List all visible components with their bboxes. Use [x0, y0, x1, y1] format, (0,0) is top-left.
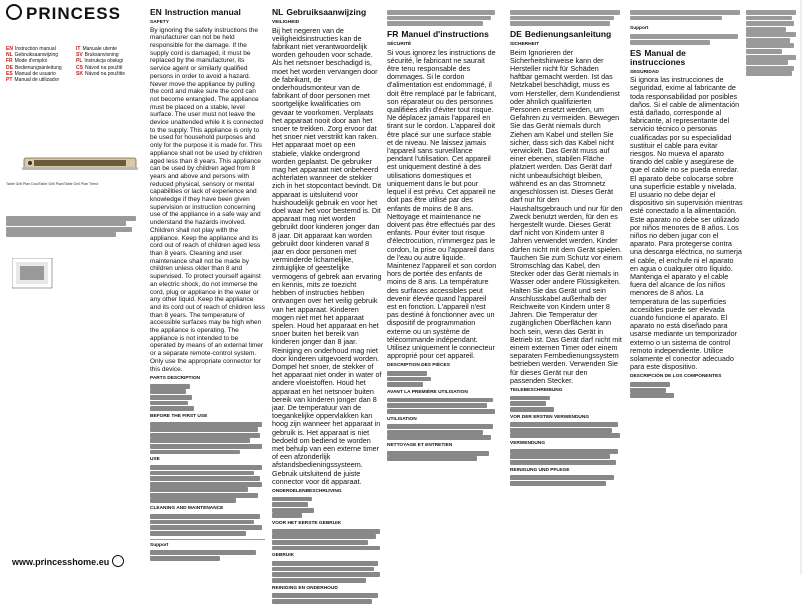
table-grill-illustration	[20, 150, 140, 174]
de-safety-text: Beim Ignorieren der Sicherheitshinweise kann der Hersteller nicht für Schäden haftbar gemacht werden. Ist das Netzkabel beschädigt, muss es vom Hersteller, dem Kundendienst oder ähnlich qualifizierten Personen ersetzt werden, um Gefahren zu vermeiden. Bewegen Sie das Gerät niemals durch Ziehen am Kabel und stellen Sie sicher, dass sich das Kabel nicht verwickelt. Das Gerät muss auf einer ebenen, stabilen Fläche platziert werden. Das Gerät darf nicht unbeaufsichtigt bleiben, während es an das Stromnetz angeschlossen ist. Dieses Gerät darf nur für den Haushaltsgebrauch und nur für den Zweck benutzt werden, für den es hergestellt wurde. Dieses Gerät darf nicht von Kindern unter 8 Jahren verwendet werden. Kinder dürfen nicht mit dem Gerät spielen. Tauchen Sie zum Schutz vor einem Stromschlag das Kabel, den Stecker oder das Gerät niemals in Wasser oder andere Flüssigkeiten. Halten Sie das Gerät und sein Anschlusskabel außerhalb der Reichweite von Kindern unter 8 Jahren. Die Temperatur der zugänglichen Oberflächen kann hoch sein, wenn das Gerät in Betrieb ist. Das Gerät darf nicht mit einem externen Timer oder einem separaten Fernbedienungssystem betrieben werden. Verwenden Sie für dieses Gerät nur den passenden Stecker.	[510, 47, 623, 385]
nl-cleaning-heading: REINIGING EN ONDERHOUD	[272, 585, 338, 591]
next-page-column	[746, 8, 798, 77]
fr-safety-text: Si vous ignorez les instructions de sécurité, le fabricant ne saurait être tenu responsable des dommages. Si le cordon d'alimentation est endommagé, il doit être remplacé par le fabricant, son réparateur ou des personnes qualifiées afin d'éviter tout risque. Ne déplacez jamais l'appareil en tirant sur le cordon. L'appareil doit être placé sur une surface stable et de niveau. Ne laissez jamais l'appareil sans surveillance pendant l'utilisation. Cet appareil est uniquement destiné à des utilisations domestiques et uniquement dans le but pour lequel il est prévu. Cet appareil ne doit pas être utilisé par des enfants de moins de 8 ans. Nettoyage et maintenance ne doivent pas être effectués par des enfants. Pour éviter tout risque d'électrocution, n'immergez pas le cordon, la prise ou l'appareil dans de l'eau ou autre liquide. Maintenez l'appareil et son cordon hors de portée des enfants de moins de 8 ans. La température des surfaces accessibles peut devenir élevée quand l'appareil est en fonction. L'appareil n'est pas destiné à fonctionner avec un dispositif de programmation externe ou un système de télécommande indépendant. Utilisez uniquement le connecteur approprié pour cet appareil.	[387, 47, 497, 361]
de-section	[510, 8, 623, 487]
en-support-heading: Support	[150, 542, 169, 548]
fr-before-heading: AVANT LA PREMIÈRE UTILISATION	[387, 390, 468, 395]
product-code-figure	[12, 258, 132, 290]
en-use-heading: USE	[150, 457, 160, 463]
language-list	[6, 46, 146, 83]
en-before-heading: BEFORE THE FIRST USE	[150, 414, 208, 420]
es-section	[630, 8, 743, 399]
en-parts-heading: PARTS DESCRIPTION	[150, 376, 201, 382]
nl-safety-text: Bij het negeren van de veiligheidsinstructies kan de fabrikant niet verantwoordelijk worden gehouden voor schade. Als het netsnoer beschadigd is, moet het worden vervangen door de fabrikant, de onderhoudsmonteur van de fabrikant of door personen met soortgelijke kwalificaties om gevaar te voorkomen. Verplaats het apparaat nooit door aan het snoer te trekken. Zorg ervoor dat het snoer niet verstrikt kan raken. Het apparaat moet op een stabiele, vlakke ondergrond worden geplaatst. De gebruiker mag het apparaat niet onbeheerd achterlaten wanneer de stekker zich in het stopcontact bevindt. Dit apparaat is uitsluitend voor huishoudelijk gebruik en voor het doel waar het voor bestemd is. Dit apparaat mag niet worden gebruikt door kinderen jonger dan 8 jaar. Dit apparaat kan worden gebruikt door kinderen vanaf 8 jaar en door personen met verminderde lichamelijke, zintuiglijke of geestelijke vermogens of gebrek aan ervaring en kennis, mits ze toezicht hebben of instructies hebben ontvangen over het veilig gebruik van het apparaat. Kinderen mogen niet met het apparaat spelen. Houd het apparaat en het snoer buiten het bereik van kinderen jonger dan 8 jaar. Reiniging en onderhoud mag niet door kinderen uitgevoerd worden. Dompel het snoer, de stekker of het apparaat niet onder in water of andere vloeistoffen. Houd het apparaat en het netsnoer buiten bereik van kinderen jonger dan 8 jaar. De temperatuur van de toegankelijke oppervlakken kan hoog zijn wanneer het apparaat in gebruik is. Het apparaat is niet bedoeld om bediend te worden met behulp van een externe timer of een afzonderlijk afstandsbedieningssysteem. Gebruik uitsluitend de juiste connector voor dit apparaat.	[272, 25, 382, 486]
en-section	[150, 8, 265, 561]
princess-crown-icon	[6, 4, 22, 20]
brand-logo	[6, 4, 121, 24]
fr-safety-heading: SÉCURITÉ	[387, 42, 412, 48]
nl-parts-heading: ONDERDELENBESCHRIJVING	[272, 488, 342, 494]
nl-section	[272, 8, 382, 604]
nl-use-heading: GEBRUIK	[272, 553, 295, 559]
nl-safety-heading: VEILIGHEID	[272, 20, 300, 25]
lang-sv: SV Bruksanvisning	[76, 52, 119, 59]
lang-sk: SK Návod na použitie	[76, 70, 125, 77]
product-caption: Table Grill Plan Duo/Table Grill Plan/Table Grill Plan Trend	[6, 182, 99, 186]
es-safety-text: Si ignora las instrucciones de seguridad, exime al fabricante de toda responsabilidad por posibles daños. Si el cable de alimentación está dañado, corresponde al fabricante, al representante del servicio técnico o personas cualificadas por su especialidad sustituir el cable para evitar riesgos. No mueva el aparato tirando del cable y asegúrese de que el cable no se pueda enredar. El aparato debe colocarse sobre una superficie estable y nivelada. El usuario no debe dejar el dispositivo sin supervisión mientras esté conectado a la alimentación. Este aparato no debe ser utilizado por niños menores de 8 años. Los niños no deben jugar con el aparato. Para protegerse contra una descarga eléctrica, no sumerja el cable, el enchufe ni el aparato en agua o cualquier otro líquido. Mantenga el aparato y el cable fuera del alcance de los niños menores de 8 años. La temperatura de las superficies accesibles puede ser elevada cuando funcione el aparato. El aparato no está diseñado para usarse mediante un temporizador externo o un sistema de control remoto independiente. Utilice solamente el conector adecuado para este dispositivo.	[630, 75, 743, 372]
es-title: ES Manual de instrucciones	[630, 47, 686, 67]
fine-print-block	[6, 215, 146, 238]
nl-before-heading: VOOR HET EERSTE GEBRUIK	[272, 521, 342, 527]
nl-title: NL Gebruiksaanwijzing	[272, 7, 367, 17]
lang-es: ES Manual de usuario	[6, 70, 56, 77]
lang-nl: NL Gebruiksaanwijzing	[6, 52, 59, 59]
es-safety-heading: SEGURIDAD	[630, 69, 659, 75]
de-before-heading: VOR DER ERSTEN VERWENDUNG	[510, 414, 590, 420]
lang-cs: CS Návod na použití	[76, 64, 123, 71]
en-title: EN Instruction manual	[150, 7, 241, 17]
lang-pt: PT Manual de utilizador	[6, 77, 60, 84]
website-text: www.princesshome.eu	[12, 557, 110, 567]
lang-en: EN Instruction manual	[6, 46, 56, 52]
fr-cleaning-heading: NETTOYAGE ET ENTRETIEN	[387, 443, 453, 449]
fr-parts-heading: DESCRIPTION DES PIÈCES	[387, 363, 450, 369]
fr-section	[387, 8, 497, 462]
en-safety-text: By ignoring the safety instructions the manufacturer can not be held responsible for the damage. If the supply cord is damaged, it must be replaced by the manufacturer, its service agent or similarly qualified persons in order to avoid a hazard. Never move the appliance by pulling the cord and make sure the cord can not become entangled. The appliance must be placed on a stable, level surface. The user must not leave the device unattended while it is connected to the supply. This appliance is only to be used for household purposes and only for the purpose it is made for. This appliance shall not be used by children aged less than 8 years. This appliance can be used by children aged from 8 years and above and persons with reduced physical, sensory or mental capabilities or lack of experience and knowledge if they have been given supervision or instruction concerning use of the appliance in a safe way and understand the hazards involved. Children shall not play with the appliance. Keep the appliance and its cord out of reach of children aged less than 8 years. Cleaning and user maintenance shall not be made by children unless older than 8 and supervised. To protect yourself against an electric shock, do not immerse the cord, plug or appliance in the water or any other liquid. Keep the appliance and its cord out of reach of children less than 8 years. The temperature of accessible surfaces may be high when the appliance is operating. The appliance is not intended to be operated by means of an external timer or a separate remote-control system. Only use the appropriate connector for this device.	[150, 26, 265, 373]
fr-use-heading: UTILISATION	[387, 416, 417, 422]
de-use-heading: VERWENDUNG	[510, 441, 546, 447]
de-support-heading: Support	[630, 26, 649, 32]
de-title: DE Bedienungsanleitung	[510, 29, 612, 40]
cover-column	[0, 0, 150, 575]
brand-name: PRINCESS	[26, 4, 121, 23]
website-footer	[12, 555, 124, 567]
es-parts-heading: DESCRIPCIÓN DE LOS COMPONENTES	[630, 374, 722, 380]
fr-title: FR Manuel d'instructions	[387, 29, 489, 40]
en-cleaning-heading: CLEANING AND MAINTENANCE	[150, 506, 224, 512]
lang-pl: PL Instrukcja obsługi	[76, 58, 124, 65]
en-safety-heading: SAFETY	[150, 20, 169, 25]
lang-fr: FR Mode d'emploi	[6, 58, 48, 65]
princess-crown-icon	[112, 555, 124, 567]
lang-de: DE Bedienungsanleitung	[6, 64, 62, 71]
lang-it: IT Manuale utente	[76, 46, 117, 52]
de-parts-heading: TEILEBESCHREIBUNG	[510, 387, 563, 393]
de-safety-heading: SICHERHEIT	[510, 42, 540, 48]
de-cleaning-heading: REINIGUNG UND PFLEGE	[510, 467, 570, 473]
